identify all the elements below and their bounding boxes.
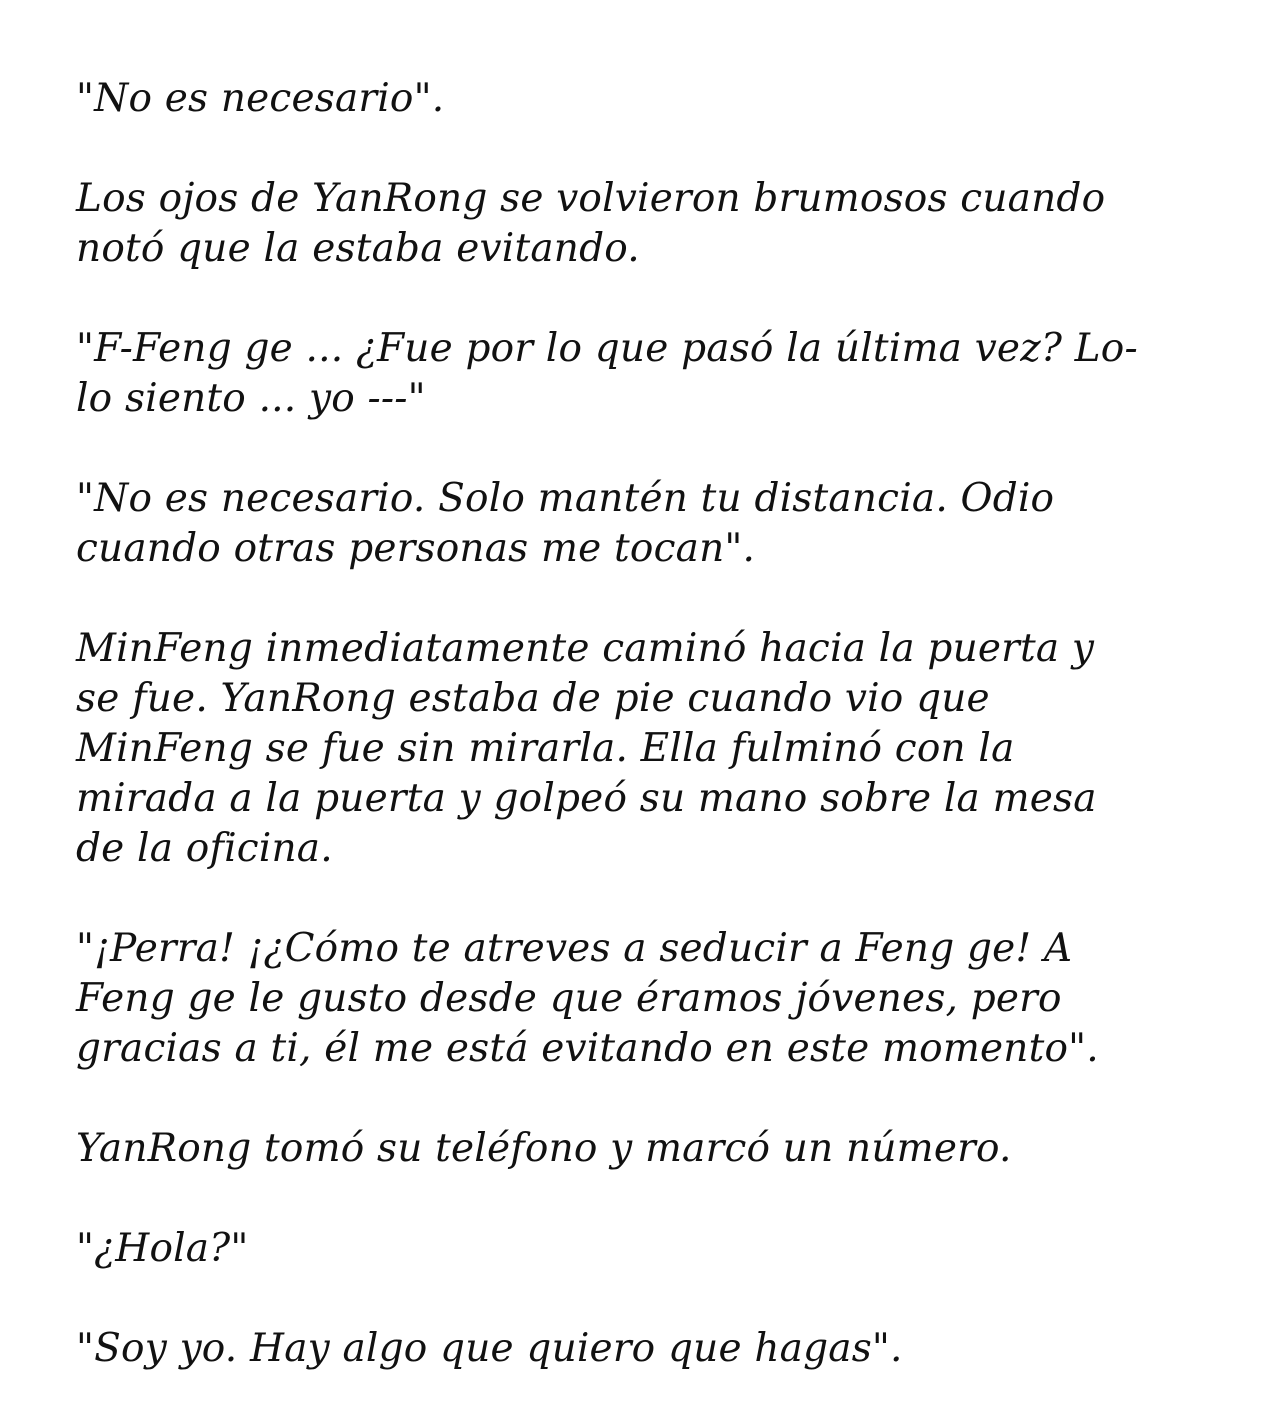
paragraph: "¿Hola?" xyxy=(76,1226,249,1271)
story-text xyxy=(76,74,1196,1374)
paragraph: "¡Perra! ¡¿Cómo te atreves a seducir a Feng ge! A Feng ge le gusto desde que éramos jóvenes, pero gracias a ti, él me está evitando en este momento". xyxy=(76,926,1099,1071)
paragraph: "No es necesario. Solo mantén tu distancia. Odio cuando otras personas me tocan". xyxy=(76,476,1055,571)
paragraph: "No es necesario". xyxy=(76,76,445,121)
paragraph: "F-Feng ge ... ¿Fue por lo que pasó la última vez? Lo- lo siento ... yo ---" xyxy=(76,326,1138,421)
paragraph: MinFeng inmediatamente caminó hacia la puerta y se fue. YanRong estaba de pie cuando vio que MinFeng se fue sin mirarla. Ella fulminó con la mirada a la puerta y golpeó su mano sobre la mesa de la oficina. xyxy=(76,626,1097,871)
paragraph: "Soy yo. Hay algo que quiero que hagas". xyxy=(76,1326,903,1371)
paragraph: Los ojos de YanRong se volvieron brumosos cuando notó que la estaba evitando. xyxy=(76,176,1106,271)
paragraph: YanRong tomó su teléfono y marcó un número. xyxy=(76,1126,1012,1171)
